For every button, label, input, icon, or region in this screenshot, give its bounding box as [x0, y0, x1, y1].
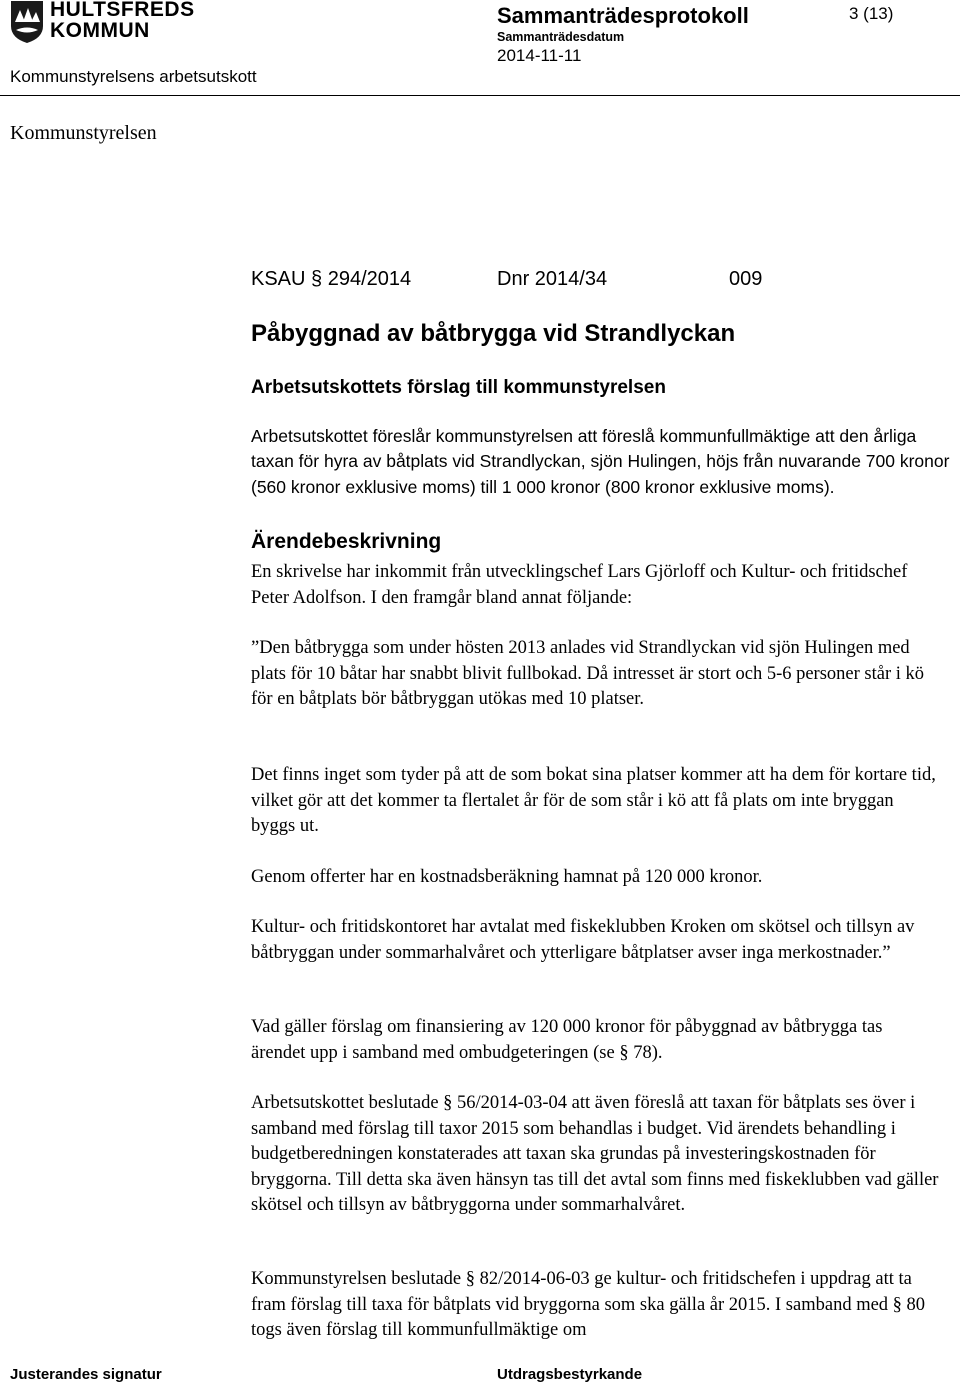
document-title: Sammanträdesprotokoll: [497, 3, 749, 28]
municipality-logo: [10, 0, 195, 44]
extract-certification-label: Utdragsbestyrkande: [497, 1366, 643, 1383]
proposal-text: Arbetsutskottet föreslår kommunstyrelsen att föreslå kommunfullmäktige att den årliga taxan för hyra av båtplats vid Strandlyckan, sjön Hulingen, höjs från nuvarande 700 kronor (560 kronor exklusive moms) till 1 000 kronor (800 kronor exklusive moms).: [251, 425, 950, 497]
logo-line-1: HULTSFREDS: [50, 0, 195, 21]
case-number: KSAU § 294/2014: [251, 268, 412, 290]
description-paragraph: Genom offerter har en kostnadsberäkning hamnat på 120 000 kronor.: [251, 867, 763, 887]
case-dnr: Dnr 2014/34: [497, 268, 608, 290]
header-divider: [0, 95, 960, 96]
proposal-heading: Arbetsutskottets förslag till kommunstyrelsen: [251, 377, 666, 398]
signature-label: Justerandes signatur: [10, 1366, 162, 1383]
crest-icon: [10, 0, 44, 44]
logo-line-2: KOMMUN: [50, 19, 150, 42]
description-paragraph: Kommunstyrelsen beslutade § 82/2014-06-03 ge kultur- och fritidschefen i uppdrag att ta fram förslag till taxa för båtplats vid bryggorna som ska gälla år 2015. I samband med § 80 togs även förslag till kommunfullmäktige om: [251, 1269, 926, 1340]
description-paragraph: Kultur- och fritidskontoret har avtalat med fiskeklubben Kroken om skötsel och tillsyn av båtbryggan under sommarhalvåret och ytterligare båtplatser avser inga merkostnader.”: [251, 917, 915, 963]
description-paragraph: Det finns inget som tyder på att de som bokat sina platser kommer att ha dem för kortare tid, vilket gör att det kommer ta flertalet år för de som står i kö att få plats om inte bryggan byggs ut.: [251, 765, 936, 836]
committee-name: Kommunstyrelsen: [10, 122, 157, 144]
description-paragraph: En skrivelse har inkommit från utvecklingschef Lars Gjörloff och Kultur- och fritidschef Peter Adolfson. I den framgår bland annat följande:: [251, 562, 908, 608]
case-code: 009: [729, 268, 763, 290]
meeting-date-label: Sammanträdesdatum: [497, 30, 625, 44]
meeting-date: 2014-11-11: [497, 46, 582, 65]
description-paragraph: Arbetsutskottet beslutade § 56/2014-03-04 att även föreslå att taxan för båtplats ses över i samband med förslag till taxor 2015 som behandlas i budget. Vid ärendets behandling i budgetberedningen konstaterades att taxan ska grundas på investeringskostnaden för bryggorna. Till detta ska även hänsyn tas till det avtal som finns med fiskeklubben vad gäller skötsel och tillsyn av båtbryggorna under sommarhalvåret.: [251, 1093, 939, 1215]
description-paragraph: ”Den båtbrygga som under hösten 2013 anlades vid Strandlyckan vid sjön Hulingen med plats för 10 båtar har snabbt blivit fullbokad. Då intresset är stort och 5-6 personer står i kö för en båtplats bör båtbryggan utökas med 10 platser.: [251, 638, 925, 709]
description-paragraph: Vad gäller förslag om finansiering av 120 000 kronor för påbyggnad av båtbrygga tas ärendet upp i samband med ombudgeteringen (se § 78).: [251, 1017, 883, 1063]
case-title: Påbyggnad av båtbrygga vid Strandlyckan: [251, 320, 736, 347]
description-heading: Ärendebeskrivning: [251, 530, 442, 553]
issuing-body: Kommunstyrelsens arbetsutskott: [10, 67, 257, 86]
page-number: 3 (13): [849, 4, 894, 23]
